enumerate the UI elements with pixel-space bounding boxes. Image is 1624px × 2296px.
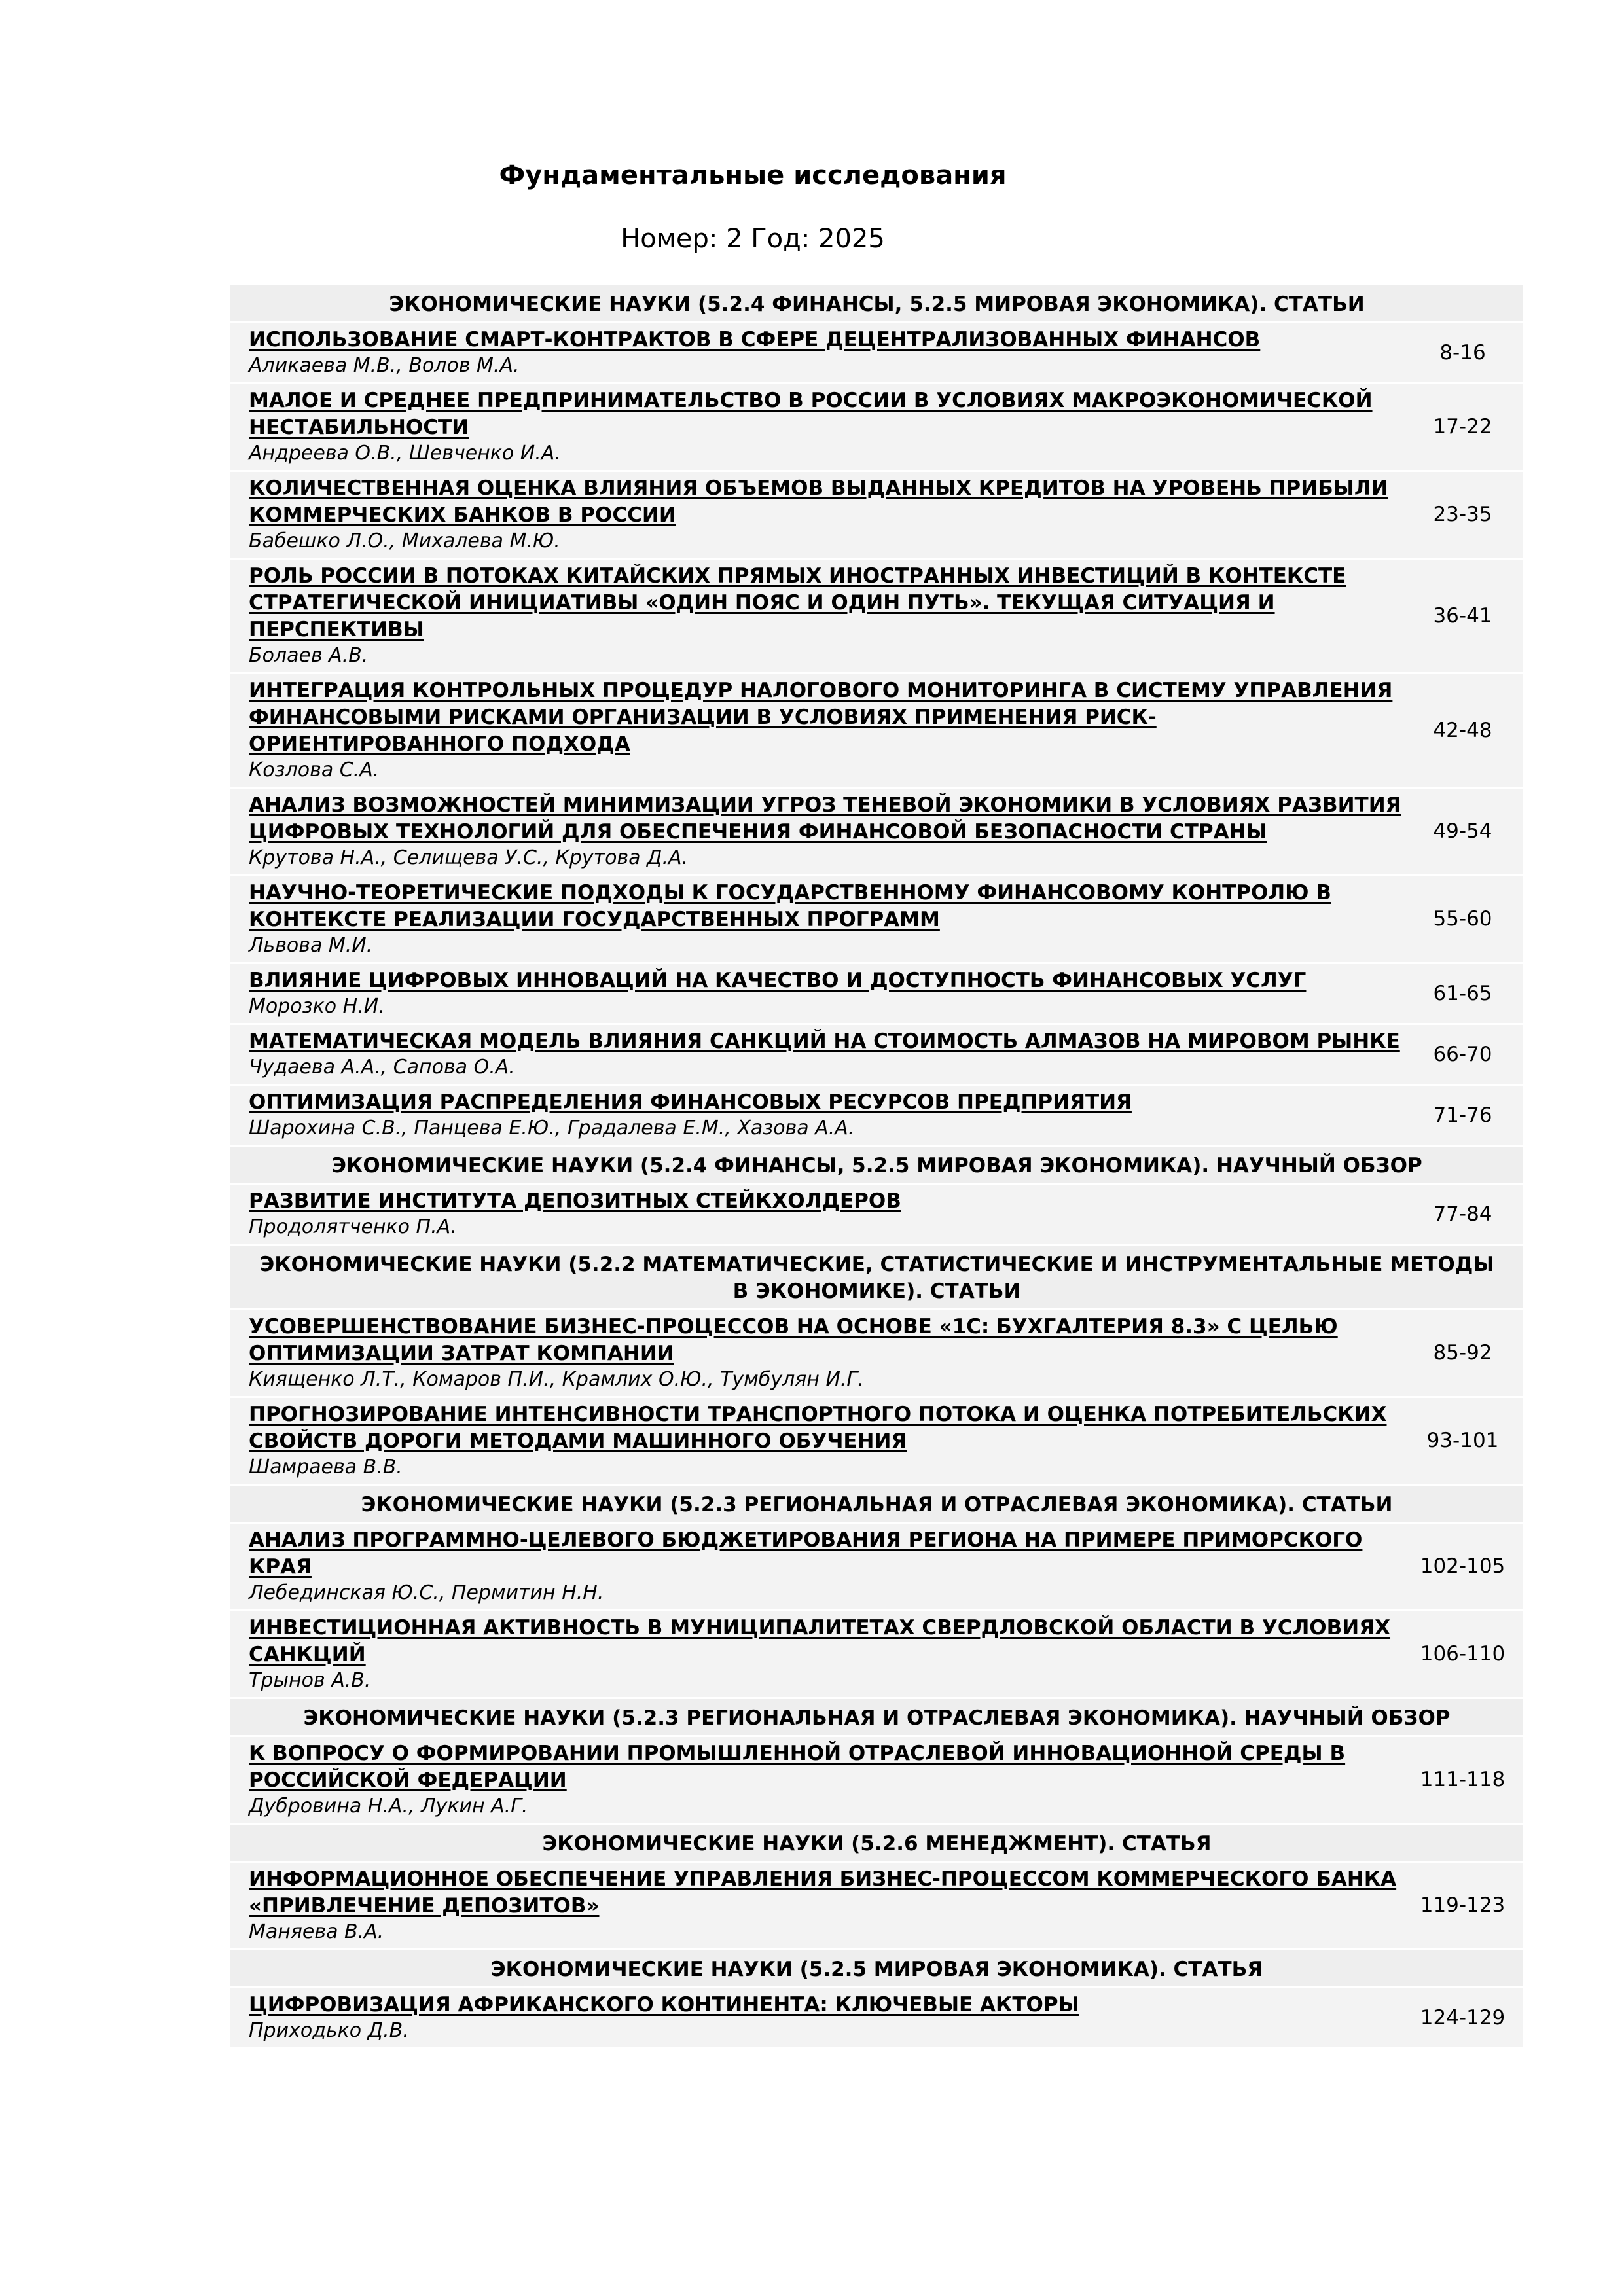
- article-authors: Дубровина Н.А., Лукин А.Г.: [249, 1795, 528, 1818]
- article-title-link[interactable]: АНАЛИЗ ВОЗМОЖНОСТЕЙ МИНИМИЗАЦИИ УГРОЗ ТЕНЕВОЙ ЭКОНОМИКИ В УСЛОВИЯХ РАЗВИТИЯ ЦИФРОВЫХ ТЕХНОЛОГИЙ ДЛЯ ОБЕСПЕЧЕНИЯ ФИНАНСОВОЙ БЕЗОПАСНОСТИ СТРАНЫ: [249, 793, 1401, 844]
- article-row: [230, 1609, 1523, 1697]
- article-row: [230, 1396, 1523, 1484]
- article-row: [230, 962, 1523, 1023]
- section-heading: ЭКОНОМИЧЕСКИЕ НАУКИ (5.2.3 РЕГИОНАЛЬНАЯ И ОТРАСЛЕВАЯ ЭКОНОМИКА). НАУЧНЫЙ ОБЗОР: [230, 1697, 1523, 1735]
- article-title-link[interactable]: УСОВЕРШЕНСТВОВАНИЕ БИЗНЕС-ПРОЦЕССОВ НА ОСНОВЕ «1С: БУХГАЛТЕРИЯ 8.3» С ЦЕЛЬЮ ОПТИМИЗАЦИИ ЗАТРАТ КОМПАНИИ: [249, 1315, 1338, 1365]
- article-title-link[interactable]: ВЛИЯНИЕ ЦИФРОВЫХ ИННОВАЦИЙ НА КАЧЕСТВО И ДОСТУПНОСТЬ ФИНАНСОВЫХ УСЛУГ: [249, 969, 1307, 992]
- article-row: [230, 1986, 1523, 2047]
- article-info: [230, 563, 1402, 668]
- article-title-link[interactable]: РАЗВИТИЕ ИНСТИТУТА ДЕПОЗИТНЫХ СТЕЙКХОЛДЕРОВ: [249, 1189, 901, 1213]
- article-pages: 61-65: [1433, 981, 1492, 1005]
- article-title-link[interactable]: МАЛОЕ И СРЕДНЕЕ ПРЕДПРИНИМАТЕЛЬСТВО В РОССИИ В УСЛОВИЯХ МАКРОЭКОНОМИЧЕСКОЙ НЕСТАБИЛЬНОСТИ: [249, 389, 1373, 439]
- article-row: [230, 1183, 1523, 1244]
- article-authors: Болаев А.В.: [249, 644, 369, 667]
- article-row: [230, 1735, 1523, 1823]
- article-title-link[interactable]: РОЛЬ РОССИИ В ПОТОКАХ КИТАЙСКИХ ПРЯМЫХ ИНОСТРАННЫХ ИНВЕСТИЦИЙ В КОНТЕКСТЕ СТРАТЕГИЧЕСКОЙ ИНИЦИАТИВЫ «ОДИН ПОЯС И ОДИН ПУТЬ». ТЕКУЩАЯ СИТУАЦИЯ И ПЕРСПЕКТИВЫ: [249, 564, 1346, 641]
- article-info: [230, 1188, 1402, 1240]
- article-title-link[interactable]: ИНФОРМАЦИОННОЕ ОБЕСПЕЧЕНИЕ УПРАВЛЕНИЯ БИЗНЕС-ПРОЦЕССОМ КОММЕРЧЕСКОГО БАНКА «ПРИВЛЕЧЕНИЕ ДЕПОЗИТОВ»: [249, 1867, 1397, 1918]
- article-pages: 124-129: [1420, 2005, 1506, 2030]
- article-title-link[interactable]: ОПТИМИЗАЦИЯ РАСПРЕДЕЛЕНИЯ ФИНАНСОВЫХ РЕСУРСОВ ПРЕДПРИЯТИЯ: [249, 1090, 1132, 1114]
- issue-line: Номер: 2 Год: 2025: [621, 224, 885, 254]
- article-pages: 8-16: [1439, 340, 1486, 365]
- article-info: [230, 1740, 1402, 1819]
- section-heading: ЭКОНОМИЧЕСКИЕ НАУКИ (5.2.5 МИРОВАЯ ЭКОНОМИКА). СТАТЬЯ: [230, 1948, 1523, 1986]
- article-authors: Морозко Н.И.: [249, 995, 385, 1018]
- article-row: [230, 382, 1523, 470]
- article-authors: Лебединская Ю.С., Пермитин Н.Н.: [249, 1581, 604, 1604]
- article-title-link[interactable]: АНАЛИЗ ПРОГРАММНО-ЦЕЛЕВОГО БЮДЖЕТИРОВАНИЯ РЕГИОНА НА ПРИМЕРЕ ПРИМОРСКОГО КРАЯ: [249, 1528, 1363, 1579]
- article-title-link[interactable]: К ВОПРОСУ О ФОРМИРОВАНИИ ПРОМЫШЛЕННОЙ ОТРАСЛЕВОЙ ИННОВАЦИОННОЙ СРЕДЫ В РОССИЙСКОЙ ФЕДЕРАЦИИ: [249, 1742, 1346, 1792]
- article-pages: 66-70: [1433, 1042, 1492, 1066]
- article-info: [230, 387, 1402, 466]
- article-row: [230, 470, 1523, 558]
- article-authors: Продолятченко П.А.: [249, 1215, 457, 1238]
- article-title-link[interactable]: ЦИФРОВИЗАЦИЯ АФРИКАНСКОГО КОНТИНЕНТА: КЛЮЧЕВЫЕ АКТОРЫ: [249, 1993, 1079, 2017]
- article-info: [230, 475, 1402, 554]
- section-heading: ЭКОНОМИЧЕСКИЕ НАУКИ (5.2.4 ФИНАНСЫ, 5.2.5 МИРОВАЯ ЭКОНОМИКА). СТАТЬИ: [230, 283, 1523, 321]
- article-info: [230, 792, 1402, 870]
- article-info: [230, 880, 1402, 958]
- article-authors: Чудаева А.А., Сапова О.А.: [249, 1056, 515, 1079]
- article-info: [230, 1615, 1402, 1693]
- article-pages: 85-92: [1433, 1341, 1492, 1365]
- article-title-link[interactable]: КОЛИЧЕСТВЕННАЯ ОЦЕНКА ВЛИЯНИЯ ОБЪЕМОВ ВЫДАННЫХ КРЕДИТОВ НА УРОВЕНЬ ПРИБЫЛИ КОММЕРЧЕСКИХ БАНКОВ В РОССИИ: [249, 476, 1388, 527]
- article-row: [230, 672, 1523, 787]
- article-pages: 77-84: [1433, 1202, 1492, 1226]
- article-info: [230, 1314, 1402, 1392]
- article-pages: 55-60: [1433, 907, 1492, 931]
- section-heading: ЭКОНОМИЧЕСКИЕ НАУКИ (5.2.2 МАТЕМАТИЧЕСКИЕ, СТАТИСТИЧЕСКИЕ И ИНСТРУМЕНТАЛЬНЫЕ МЕТОДЫ В ЭКОНОМИКЕ). СТАТЬИ: [230, 1244, 1523, 1308]
- article-authors: Аликаева М.В., Волов М.А.: [249, 354, 520, 377]
- article-info: [230, 1527, 1402, 1605]
- article-info: [230, 1992, 1402, 2043]
- article-pages: 36-41: [1433, 603, 1492, 628]
- article-pages: 106-110: [1420, 1642, 1506, 1666]
- article-authors: Крутова Н.А., Селищева У.С., Крутова Д.А.: [249, 846, 689, 869]
- article-row: [230, 1023, 1523, 1084]
- article-pages: 71-76: [1433, 1103, 1492, 1127]
- article-title-link[interactable]: ИСПОЛЬЗОВАНИЕ СМАРТ-КОНТРАКТОВ В СФЕРЕ ДЕЦЕНТРАЛИЗОВАННЫХ ФИНАНСОВ: [249, 328, 1261, 351]
- article-authors: Бабешко Л.О., Михалева М.Ю.: [249, 529, 560, 552]
- article-row: [230, 321, 1523, 382]
- article-title-link[interactable]: МАТЕМАТИЧЕСКАЯ МОДЕЛЬ ВЛИЯНИЯ САНКЦИЙ НА СТОИМОСТЬ АЛМАЗОВ НА МИРОВОМ РЫНКЕ: [249, 1030, 1400, 1053]
- article-authors: Козлова С.А.: [249, 759, 380, 781]
- article-row: [230, 787, 1523, 874]
- section-heading: ЭКОНОМИЧЕСКИЕ НАУКИ (5.2.3 РЕГИОНАЛЬНАЯ И ОТРАСЛЕВАЯ ЭКОНОМИКА). СТАТЬИ: [230, 1484, 1523, 1522]
- article-info: [230, 1866, 1402, 1945]
- article-info: [230, 327, 1402, 378]
- article-pages: 17-22: [1433, 415, 1492, 439]
- article-title-link[interactable]: ИНВЕСТИЦИОННАЯ АКТИВНОСТЬ В МУНИЦИПАЛИТЕТАХ СВЕРДЛОВСКОЙ ОБЛАСТИ В УСЛОВИЯХ САНКЦИЙ: [249, 1616, 1391, 1666]
- article-title-link[interactable]: ИНТЕГРАЦИЯ КОНТРОЛЬНЫХ ПРОЦЕДУР НАЛОГОВОГО МОНИТОРИНГА В СИСТЕМУ УПРАВЛЕНИЯ ФИНАНСОВЫМИ РИСКАМИ ОРГАНИЗАЦИИ В УСЛОВИЯХ ПРИМЕНЕНИЯ РИСК-ОРИЕНТИРОВАННОГО ПОДХОДА: [249, 679, 1393, 756]
- article-row: [230, 1861, 1523, 1948]
- article-title-link[interactable]: ПРОГНОЗИРОВАНИЕ ИНТЕНСИВНОСТИ ТРАНСПОРТНОГО ПОТОКА И ОЦЕНКА ПОТРЕБИТЕЛЬСКИХ СВОЙСТВ ДОРОГИ МЕТОДАМИ МАШИННОГО ОБУЧЕНИЯ: [249, 1403, 1387, 1453]
- section-heading: ЭКОНОМИЧЕСКИЕ НАУКИ (5.2.6 МЕНЕДЖМЕНТ). СТАТЬЯ: [230, 1823, 1523, 1861]
- article-authors: Львова М.И.: [249, 934, 373, 957]
- article-pages: 111-118: [1420, 1768, 1506, 1791]
- article-row: [230, 1084, 1523, 1145]
- article-authors: Шарохина С.В., Панцева Е.Ю., Градалева Е.М., Хазова А.А.: [249, 1117, 855, 1139]
- article-title-link[interactable]: НАУЧНО-ТЕОРЕТИЧЕСКИЕ ПОДХОДЫ К ГОСУДАРСТВЕННОМУ ФИНАНСОВОМУ КОНТРОЛЮ В КОНТЕКСТЕ РЕАЛИЗАЦИИ ГОСУДАРСТВЕННЫХ ПРОГРАММ: [249, 881, 1331, 931]
- article-authors: Маняева В.А.: [249, 1920, 384, 1943]
- article-pages: 49-54: [1433, 819, 1492, 843]
- article-authors: Шамраева В.В.: [249, 1456, 403, 1479]
- article-info: [230, 1089, 1402, 1141]
- journal-title: Фундаментальные исследования: [499, 160, 1007, 190]
- article-info: [230, 967, 1402, 1019]
- article-row: [230, 1308, 1523, 1396]
- article-pages: 42-48: [1433, 718, 1492, 742]
- article-row: [230, 1522, 1523, 1609]
- article-pages: 119-123: [1420, 1893, 1506, 1917]
- article-row: [230, 874, 1523, 962]
- article-authors: Приходько Д.В.: [249, 2019, 409, 2042]
- article-authors: Киященко Л.Т., Комаров П.И., Крамлих О.Ю., Тумбулян И.Г.: [249, 1368, 864, 1391]
- article-row: [230, 558, 1523, 672]
- article-info: [230, 677, 1402, 783]
- article-pages: 23-35: [1433, 503, 1492, 526]
- article-authors: Андреева О.В., Шевченко И.А.: [249, 442, 561, 465]
- table-of-contents: [230, 283, 1523, 2047]
- article-pages: 102-105: [1420, 1554, 1506, 1578]
- section-heading: ЭКОНОМИЧЕСКИЕ НАУКИ (5.2.4 ФИНАНСЫ, 5.2.5 МИРОВАЯ ЭКОНОМИКА). НАУЧНЫЙ ОБЗОР: [230, 1145, 1523, 1183]
- article-pages: 93-101: [1426, 1429, 1499, 1452]
- article-info: [230, 1028, 1402, 1080]
- article-info: [230, 1401, 1402, 1480]
- article-authors: Трынов А.В.: [249, 1669, 371, 1692]
